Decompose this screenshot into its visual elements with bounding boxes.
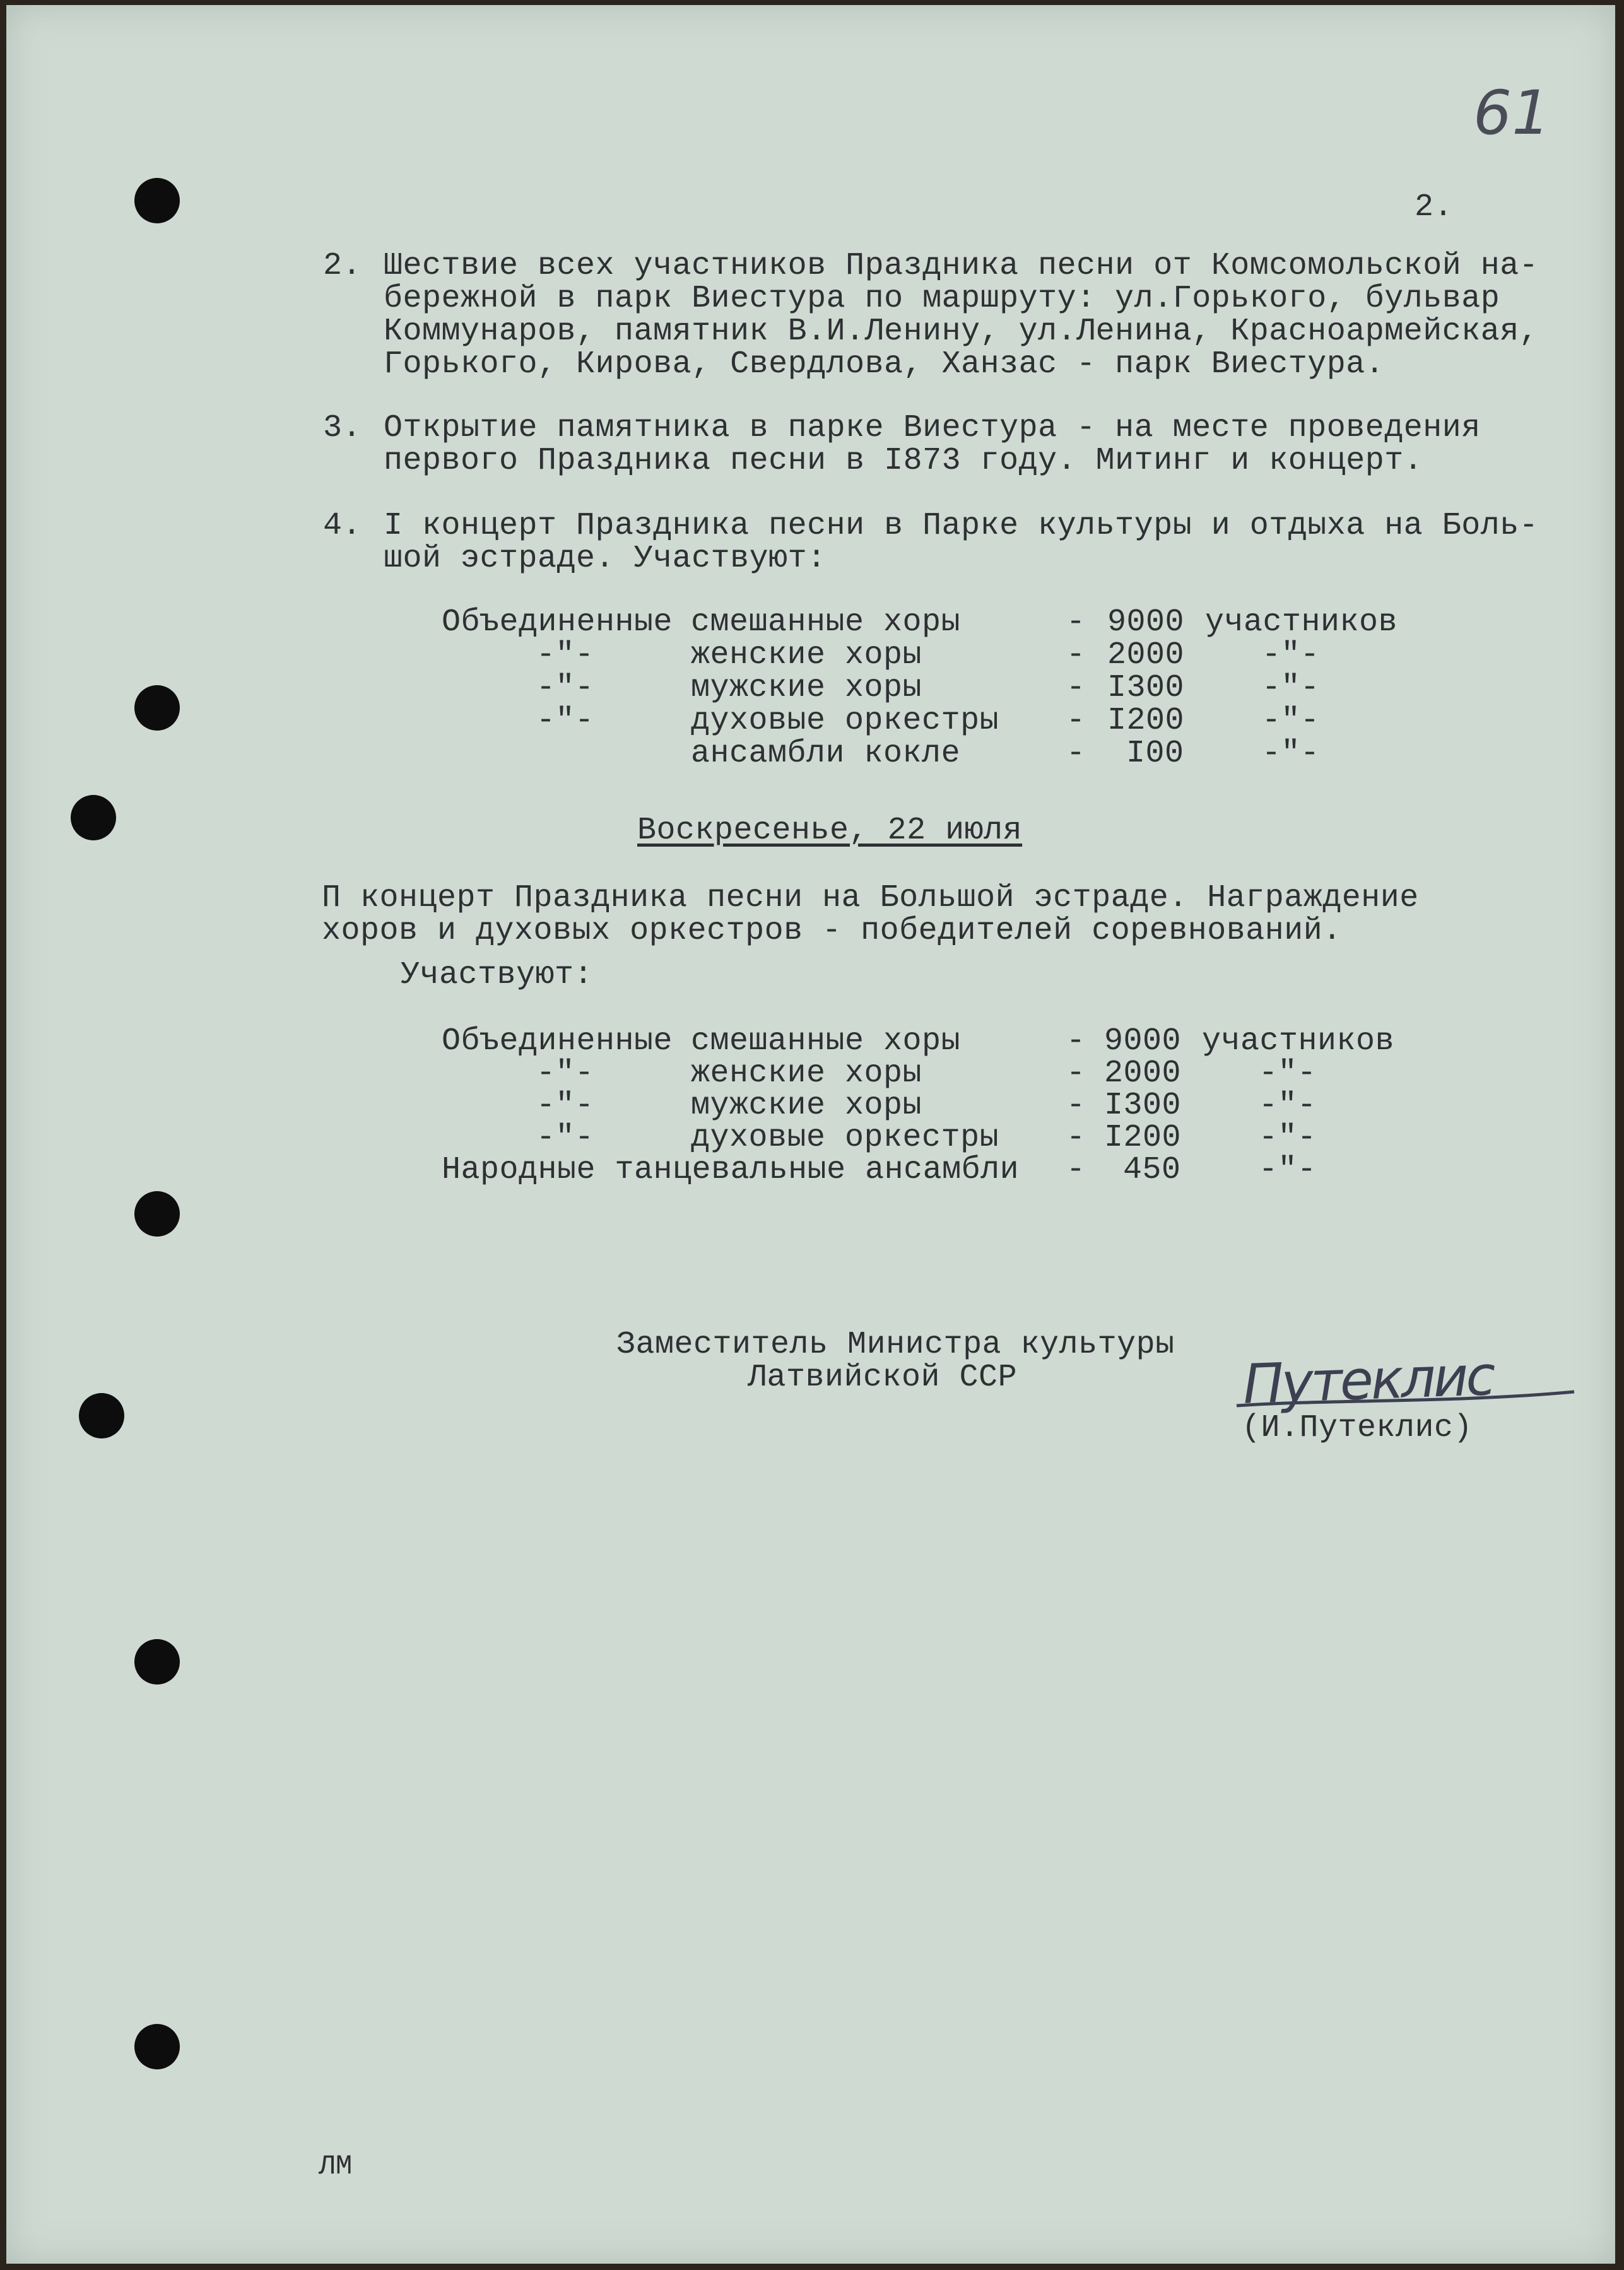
paragraph-line: I концерт Праздника песни в Парке культуры и отдыха на Боль- — [384, 508, 1539, 544]
row-group: мужские хоры — [691, 670, 922, 706]
paragraph-line: Шествие всех участников Праздника песни от Комсомольской на- — [384, 248, 1539, 284]
row-unit: -"- — [1262, 736, 1320, 772]
row-count: 2000 — [1104, 1056, 1182, 1091]
row-dash: - — [1066, 604, 1086, 640]
row-group: смешанные хоры — [691, 1023, 961, 1059]
row-count: 450 — [1123, 1152, 1181, 1188]
row-group: ансамбли кокле — [691, 736, 961, 772]
item-number: 3. — [323, 410, 362, 446]
paragraph-line: хоров и духовых оркестров - победителей соревнований. — [322, 913, 1342, 949]
row-count: I200 — [1107, 703, 1185, 739]
row-count: 9000 — [1107, 604, 1185, 640]
item-number: 4. — [323, 508, 362, 544]
punch-hole — [134, 178, 180, 223]
row-prefix: -"- — [536, 703, 594, 739]
row-dash: - — [1066, 1152, 1086, 1188]
row-prefix: -"- — [536, 1120, 594, 1156]
punch-hole — [71, 795, 116, 840]
punch-hole — [134, 2024, 180, 2069]
row-group: духовые оркестры — [691, 703, 999, 739]
row-dash: - — [1066, 1120, 1086, 1156]
row-count: I300 — [1107, 670, 1185, 706]
row-prefix: -"- — [536, 637, 594, 673]
row-unit: -"- — [1262, 637, 1320, 673]
row-count: I200 — [1104, 1120, 1182, 1156]
row-unit: -"- — [1259, 1088, 1317, 1124]
row-unit: -"- — [1262, 670, 1320, 706]
row-group: духовые оркестры — [691, 1120, 999, 1156]
row-unit: -"- — [1259, 1056, 1317, 1091]
row-prefix: -"- — [536, 1088, 594, 1124]
row-prefix: Объединенные — [442, 604, 673, 640]
page-number: 2. — [1415, 189, 1454, 225]
paragraph-line: Горького, Кирова, Свердлова, Ханзас - парк Виестура. — [384, 346, 1385, 382]
signatory-name: (И.Путеклис) — [1242, 1410, 1473, 1446]
punch-hole — [134, 685, 180, 731]
row-dash: - — [1066, 637, 1086, 673]
row-dash: - — [1066, 670, 1086, 706]
row-prefix: Объединенные — [442, 1023, 673, 1059]
punch-hole — [134, 1639, 180, 1685]
row-unit: -"- — [1262, 703, 1320, 739]
item-number: 2. — [323, 248, 362, 284]
row-unit: участников — [1202, 1023, 1395, 1059]
paragraph-line: П концерт Праздника песни на Большой эстраде. Награждение — [322, 880, 1419, 916]
paragraph-line: Открытие памятника в парке Виестура - на месте проведения — [384, 410, 1481, 446]
row-label: Народные танцевальные ансамбли — [442, 1152, 1020, 1188]
row-unit: -"- — [1259, 1152, 1317, 1188]
row-prefix: -"- — [536, 670, 594, 706]
document-page — [6, 5, 1615, 2264]
punch-hole — [79, 1393, 124, 1438]
row-prefix: -"- — [536, 1056, 594, 1091]
paragraph-line: первого Праздника песни в I873 году. Митинг и концерт. — [384, 443, 1423, 479]
row-count: I300 — [1104, 1088, 1182, 1124]
row-dash: - — [1066, 736, 1086, 772]
row-dash: - — [1066, 1088, 1086, 1124]
paragraph-line: шой эстраде. Участвуют: — [384, 541, 827, 577]
row-group: мужские хоры — [691, 1088, 922, 1124]
signatory-title: Заместитель Министра культуры — [616, 1327, 1175, 1363]
row-group: женские хоры — [691, 637, 922, 673]
handwritten-signature: Путеклис — [1242, 1344, 1495, 1416]
row-count: 2000 — [1107, 637, 1185, 673]
paragraph-line: Коммунаров, памятник В.И.Ленину, ул.Ленина, Красноармейская, — [384, 314, 1539, 350]
signatory-title: Латвийской ССР — [748, 1360, 1018, 1396]
row-dash: - — [1066, 703, 1086, 739]
row-group: смешанные хоры — [691, 604, 961, 640]
typist-initials: ЛМ — [319, 2151, 353, 2182]
row-dash: - — [1066, 1023, 1086, 1059]
paragraph-line: бережной в парк Виестура по маршруту: ул.Горького, бульвар — [384, 281, 1500, 317]
archive-page-number: 61 — [1473, 78, 1551, 148]
punch-hole — [134, 1191, 180, 1237]
section-heading: Воскресенье, 22 июля — [637, 813, 1023, 849]
row-count: 9000 — [1104, 1023, 1182, 1059]
row-count: I00 — [1126, 736, 1184, 772]
row-dash: - — [1066, 1056, 1086, 1091]
participants-label: Участвуют: — [401, 957, 594, 993]
row-unit: участников — [1205, 604, 1398, 640]
row-unit: -"- — [1259, 1120, 1317, 1156]
row-group: женские хоры — [691, 1056, 922, 1091]
